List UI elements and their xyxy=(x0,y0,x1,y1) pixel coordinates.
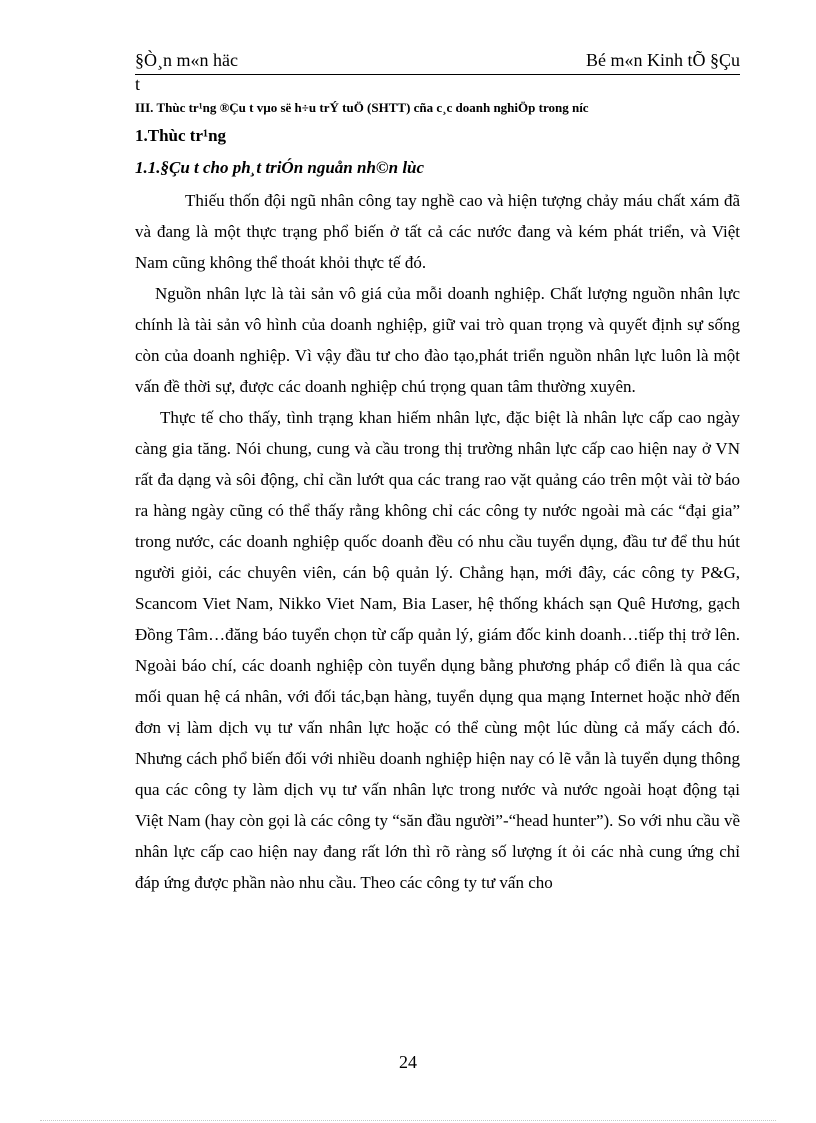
heading-1: 1.Thùc tr¹ng xyxy=(135,126,227,145)
paragraph: Nguồn nhân lực là tài sản vô giá của mỗi doanh nghiệp. Chất lượng nguồn nhân lực chính là tài sản vô hình của doanh nghiệp, giữ vai trò quan trọng và quyết định sự sống còn của doanh nghiệp. Vì vậy đầu tư cho đào tạo,phát triển nguồn nhân lực luôn là một vấn đề thời sự, được các doanh nghiệp chú trọng quan tâm thường xuyên. xyxy=(135,284,740,396)
page-number: 24 xyxy=(399,1052,417,1072)
heading-2: 1.1.§Çu t cho ph¸t triÓn nguån nh©n lùc xyxy=(135,158,425,177)
header-wrap-text: t xyxy=(135,74,141,94)
paragraph: Thiếu thốn đội ngũ nhân công tay nghề cao và hiện tượng chảy máu chất xám đã và đang là một thực trạng phổ biến ở tất cả các nước đang và kém phát triển, và Việt Nam cũng không thể thoát khỏi thực tế đó. xyxy=(135,191,740,272)
header-left-title: §Ò¸n m«n häc xyxy=(135,50,238,70)
bottom-divider xyxy=(40,1120,776,1121)
page-header xyxy=(135,50,740,75)
paragraph: Thực tế cho thấy, tình trạng khan hiếm nhân lực, đặc biệt là nhân lực cấp cao ngày càng gia tăng. Nói chung, cung và cầu trong thị trường nhân lực cấp cao hiện nay ở VN rất đa dạng và sôi động, chỉ cần lướt qua các trang rao vặt quảng cáo trên một vài tờ báo ra hàng ngày cũng có thể thấy rằng không chỉ các công ty nước ngoài mà các “đại gia” trong nước, các doanh nghiệp quốc doanh đều có nhu cầu tuyển dụng, đầu tư để thu hút người giỏi, các chuyên viên, cán bộ quản lý. Chẳng hạn, mới đây, các công ty P&G, Scancom Viet Nam, Nikko Viet Nam, Bia Laser, hệ thống khách sạn Quê Hương, gạch Đồng Tâm…đăng báo tuyển chọn từ cấp quản lý, giám đốc kinh doanh…tiếp thị trở lên. Ngoài báo chí, các doanh nghiệp còn tuyển dụng bằng phương pháp cổ điển là qua các mối quan hệ cá nhân, với đối tác,bạn hàng, tuyển dụng qua mạng Internet hoặc nhờ đến đơn vị làm dịch vụ tư vấn nhân lực hoặc có thể cùng một lúc dùng cả mấy cách đó. Nhưng cách phổ biến đối với nhiều doanh nghiệp hiện nay có lẽ vẫn là tuyển dụng thông qua các công ty làm dịch vụ tư vấn nhân lực trong nước và nước ngoài hoạt động tại Việt Nam (hay còn gọi là các công ty “săn đầu người”-“head hunter”). So với nhu cầu về nhân lực cấp cao hiện nay đang rất lớn thì rõ ràng số lượng ít ỏi các nhà cung ứng chỉ đáp ứng được phần nào nhu cầu. Theo các công ty tư vấn cho xyxy=(135,408,740,892)
section-title: III. Thùc tr¹ng ®Çu t vµo së h÷u trÝ tuÖ (SHTT) cña c¸c doanh nghiÖp trong níc xyxy=(135,100,589,115)
header-right-title: Bé m«n Kinh tÕ §Çu xyxy=(585,50,740,70)
body-text xyxy=(135,185,740,898)
